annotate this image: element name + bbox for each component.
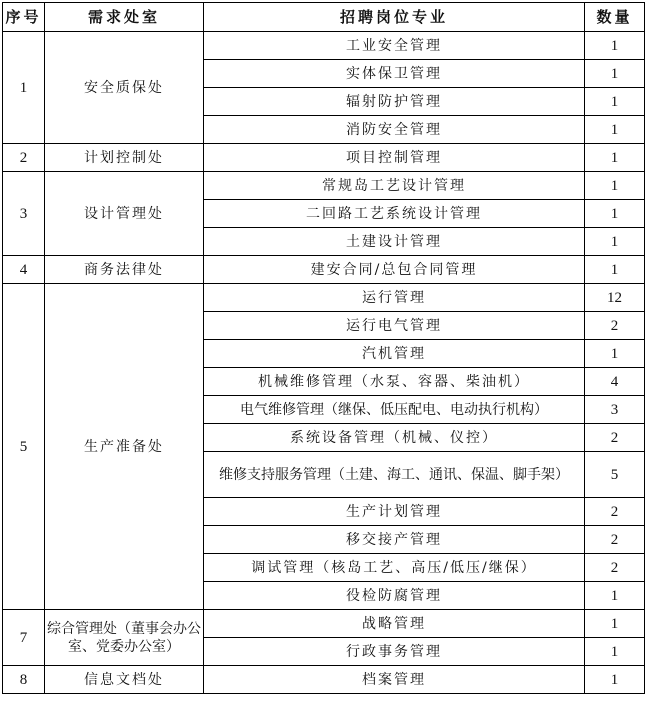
cell-count: 2 — [585, 312, 645, 340]
cell-position: 生产计划管理 — [204, 498, 585, 526]
cell-count: 1 — [585, 116, 645, 144]
cell-position: 运行管理 — [204, 284, 585, 312]
cell-position: 常规岛工艺设计管理 — [204, 172, 585, 200]
cell-count: 1 — [585, 340, 645, 368]
cell-position: 项目控制管理 — [204, 144, 585, 172]
header-dept: 需求处室 — [45, 3, 204, 32]
cell-count: 2 — [585, 498, 645, 526]
cell-position: 运行电气管理 — [204, 312, 585, 340]
cell-count: 1 — [585, 32, 645, 60]
cell-count: 12 — [585, 284, 645, 312]
recruitment-table — [2, 2, 645, 694]
cell-count: 2 — [585, 424, 645, 452]
cell-seq: 1 — [3, 32, 45, 144]
cell-count: 5 — [585, 452, 645, 498]
table-row — [3, 666, 645, 694]
cell-dept: 综合管理处（董事会办公室、党委办公室） — [45, 610, 204, 666]
cell-dept: 生产准备处 — [45, 284, 204, 610]
cell-count: 1 — [585, 582, 645, 610]
cell-position: 维修支持服务管理（土建、海工、通讯、保温、脚手架） — [204, 452, 585, 498]
cell-position: 建安合同/总包合同管理 — [204, 256, 585, 284]
table-row — [3, 32, 645, 60]
table-body — [3, 32, 645, 694]
table-row — [3, 144, 645, 172]
cell-position: 二回路工艺系统设计管理 — [204, 200, 585, 228]
cell-position: 役检防腐管理 — [204, 582, 585, 610]
cell-count: 1 — [585, 144, 645, 172]
cell-count: 1 — [585, 666, 645, 694]
cell-seq: 4 — [3, 256, 45, 284]
cell-position: 土建设计管理 — [204, 228, 585, 256]
cell-position: 移交接产管理 — [204, 526, 585, 554]
cell-count: 1 — [585, 228, 645, 256]
cell-seq: 3 — [3, 172, 45, 256]
cell-position: 工业安全管理 — [204, 32, 585, 60]
cell-position: 电气维修管理（继保、低压配电、电动执行机构） — [204, 396, 585, 424]
cell-seq: 5 — [3, 284, 45, 610]
cell-count: 1 — [585, 638, 645, 666]
cell-count: 4 — [585, 368, 645, 396]
cell-position: 行政事务管理 — [204, 638, 585, 666]
cell-dept: 信息文档处 — [45, 666, 204, 694]
cell-position: 辐射防护管理 — [204, 88, 585, 116]
cell-position: 战略管理 — [204, 610, 585, 638]
cell-position: 调试管理（核岛工艺、高压/低压/继保） — [204, 554, 585, 582]
cell-position: 汽机管理 — [204, 340, 585, 368]
table-row — [3, 172, 645, 200]
cell-seq: 2 — [3, 144, 45, 172]
cell-position: 档案管理 — [204, 666, 585, 694]
cell-position: 系统设备管理（机械、仪控） — [204, 424, 585, 452]
cell-seq: 8 — [3, 666, 45, 694]
header-seq: 序号 — [3, 3, 45, 32]
header-row — [3, 3, 645, 32]
cell-count: 2 — [585, 526, 645, 554]
header-position: 招聘岗位专业 — [204, 3, 585, 32]
cell-seq: 7 — [3, 610, 45, 666]
cell-count: 2 — [585, 554, 645, 582]
cell-dept: 设计管理处 — [45, 172, 204, 256]
cell-dept: 商务法律处 — [45, 256, 204, 284]
header-count: 数量 — [585, 3, 645, 32]
cell-dept: 计划控制处 — [45, 144, 204, 172]
cell-count: 3 — [585, 396, 645, 424]
table-row — [3, 284, 645, 312]
cell-count: 1 — [585, 610, 645, 638]
cell-count: 1 — [585, 256, 645, 284]
cell-count: 1 — [585, 88, 645, 116]
cell-count: 1 — [585, 200, 645, 228]
cell-dept: 安全质保处 — [45, 32, 204, 144]
cell-count: 1 — [585, 60, 645, 88]
table-row — [3, 256, 645, 284]
table-row — [3, 610, 645, 638]
cell-position: 实体保卫管理 — [204, 60, 585, 88]
cell-count: 1 — [585, 172, 645, 200]
cell-position: 消防安全管理 — [204, 116, 585, 144]
cell-position: 机械维修管理（水泵、容器、柴油机） — [204, 368, 585, 396]
